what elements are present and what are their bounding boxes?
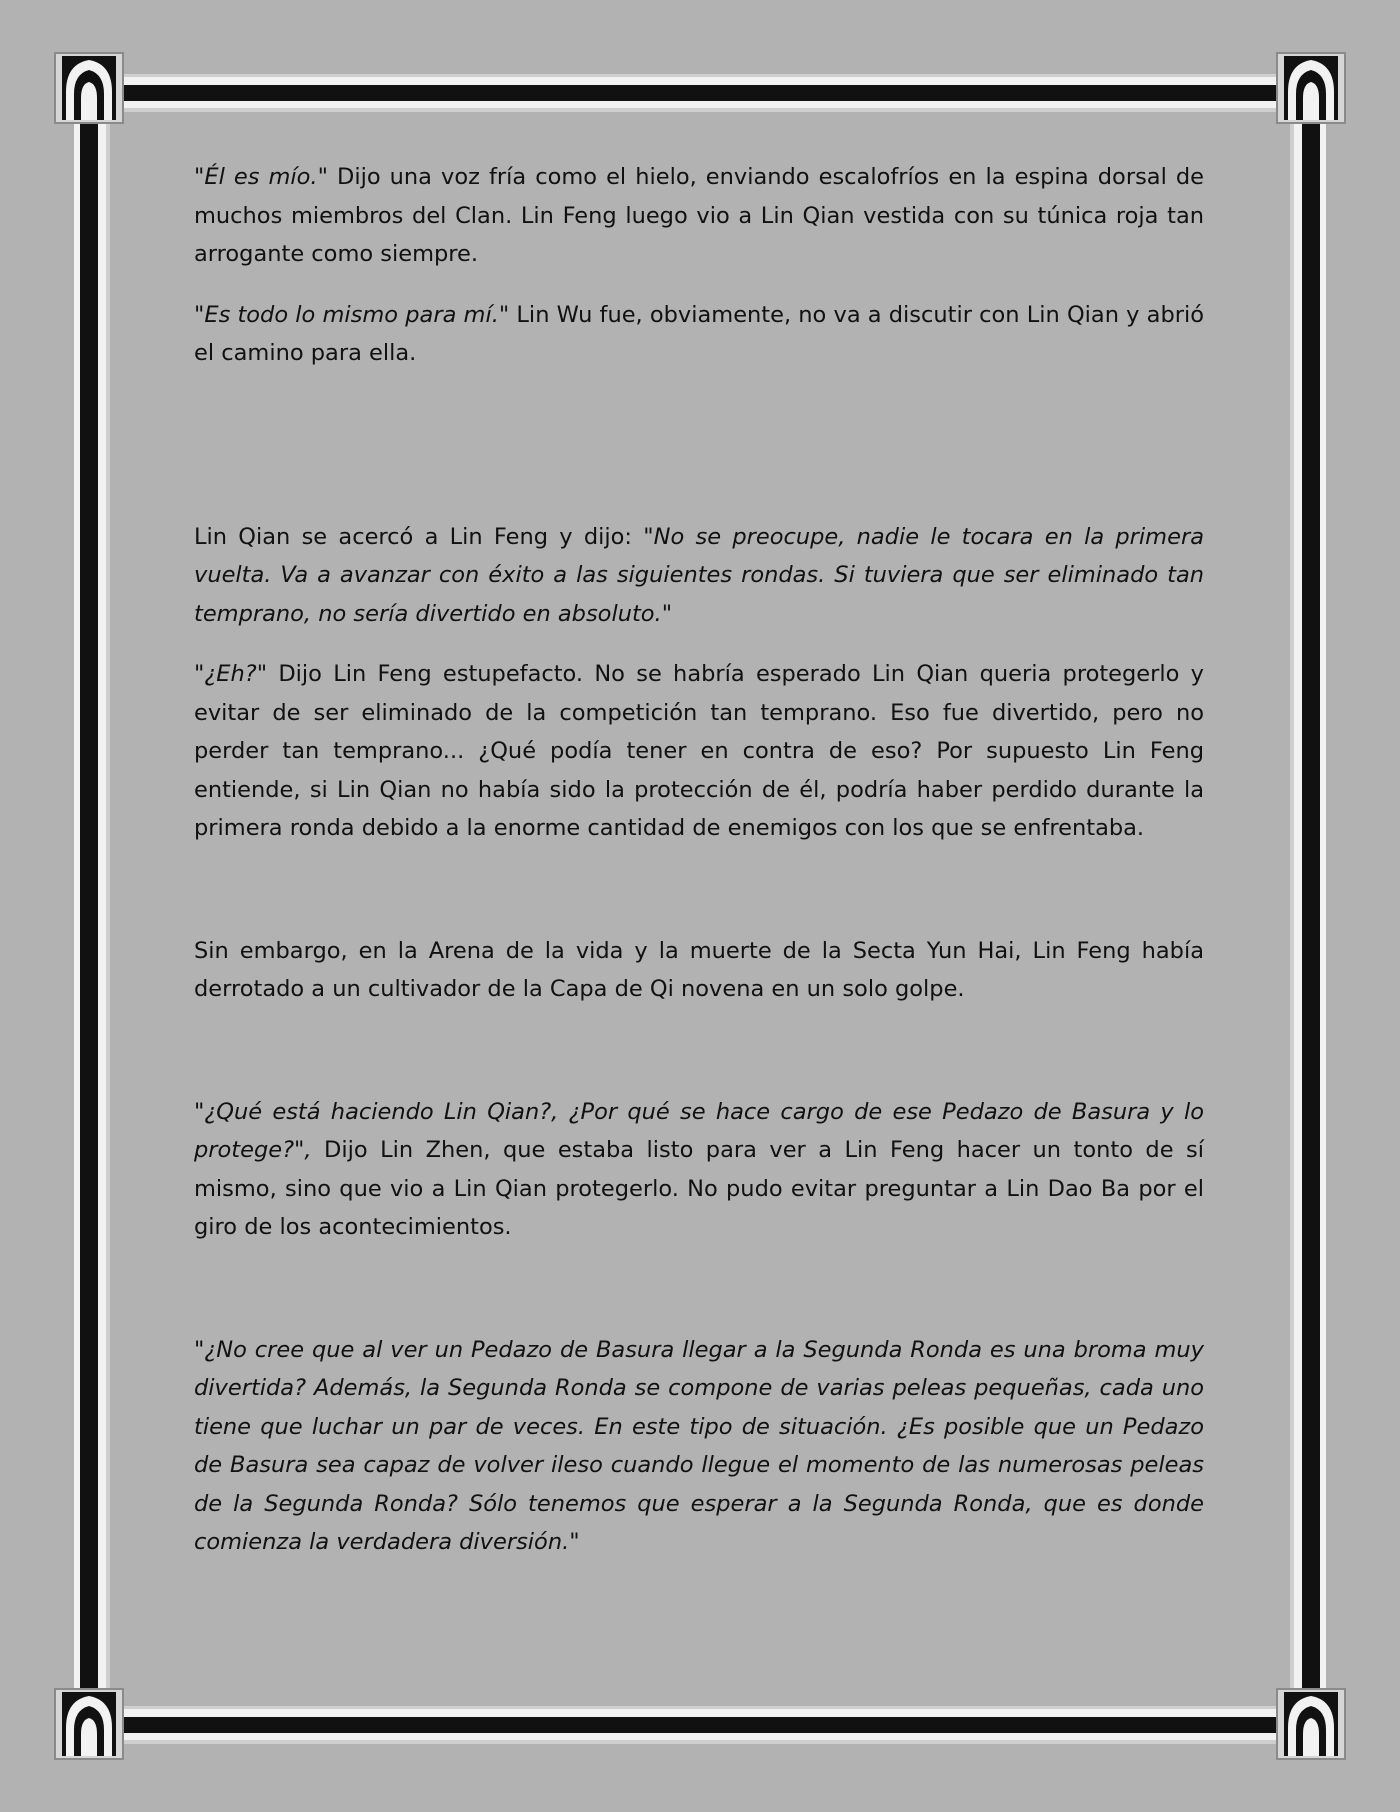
frame-right-border	[1288, 120, 1328, 1706]
paragraph: Sin embargo, en la Arena de la vida y la muerte de la Secta Yun Hai, Lin Feng había derrotado a un cultivador de la Capa de Qi novena en un solo golpe.	[194, 937, 1204, 1002]
paragraph: "¿No cree que al ver un Pedazo de Basura llegar a la Segunda Ronda es una broma muy divertida? Además, la Segunda Ronda se compone de varias peleas pequeñas, cada uno tiene que luchar un par de veces. En este tipo de situación. ¿Es posible que un Pedazo de Basura sea capaz de volver ileso cuando llegue el momento de las numerosas peleas de la Segunda Ronda? Sólo tenemos que esperar a la Segunda Ronda, que es donde comienza la verdadera diversión."	[194, 1336, 1204, 1555]
narration-text: Dijo una voz fría como el hielo, enviando escalofríos en la espina dorsal de muchos miembros del Clan. Lin Feng luego vio a Lin Qian vestida con su túnica roja tan arrogante como siempre.	[194, 164, 1205, 267]
quote-text: "Es todo lo mismo para mí."	[194, 301, 510, 328]
document-body	[194, 158, 1204, 1562]
paragraph	[194, 518, 1204, 634]
quote-text: No se preocupe, nadie le tocara en la primera vuelta. Va a avanzar con éxito a las siguientes rondas. Si tuviera que ser eliminado tan temprano, no sería divertido en absoluto."	[194, 523, 1204, 627]
frame-corner-arch-icon	[1276, 52, 1346, 124]
narration-text: Dijo Lin Feng estupefacto. No se habría esperado Lin Qian queria protegerlo y evitar de ser eliminado de la competición tan temprano. Eso fue divertido, pero no perder tan temprano... ¿Qué podía tener en contra de eso? Por supuesto Lin Feng entiende, si Lin Qian no había sido la protección de él, podría haber perdido durante la primera ronda debido a la enorme cantidad de enemigos con los que se enfrentaba.	[194, 661, 1204, 841]
frame-corner-arch-icon	[54, 1688, 124, 1760]
quote-text: "Él es mío."	[194, 164, 328, 190]
frame-corner-arch-icon	[54, 52, 124, 124]
paragraph	[194, 158, 1204, 274]
paragraph	[194, 1093, 1204, 1247]
narration-text: Lin Wu fue, obviamente, no va a discutir con Lin Qian y abrió el camino para ella.	[194, 301, 1204, 366]
quote-text: "¿Qué está haciendo Lin Qian?, ¿Por qué se hace cargo de ese Pedazo de Basura y lo protege?",	[194, 1098, 1204, 1163]
frame-left-border	[72, 120, 112, 1706]
quote-text: "¿Eh?"	[194, 661, 268, 687]
paragraph	[194, 296, 1204, 373]
frame-corner-arch-icon	[1276, 1688, 1346, 1760]
narration-text: Dijo Lin Zhen, que estaba listo para ver a Lin Feng hacer un tonto de sí mismo, sino que vio a Lin Qian protegerlo. No pudo evitar preguntar a Lin Dao Ba por el giro de los acontecimientos.	[194, 1137, 1204, 1240]
frame-top-border	[118, 74, 1282, 120]
paragraph	[194, 655, 1204, 848]
frame-bottom-border	[118, 1706, 1282, 1752]
narration-text: Lin Qian se acercó a Lin Feng y dijo: "	[194, 523, 654, 550]
